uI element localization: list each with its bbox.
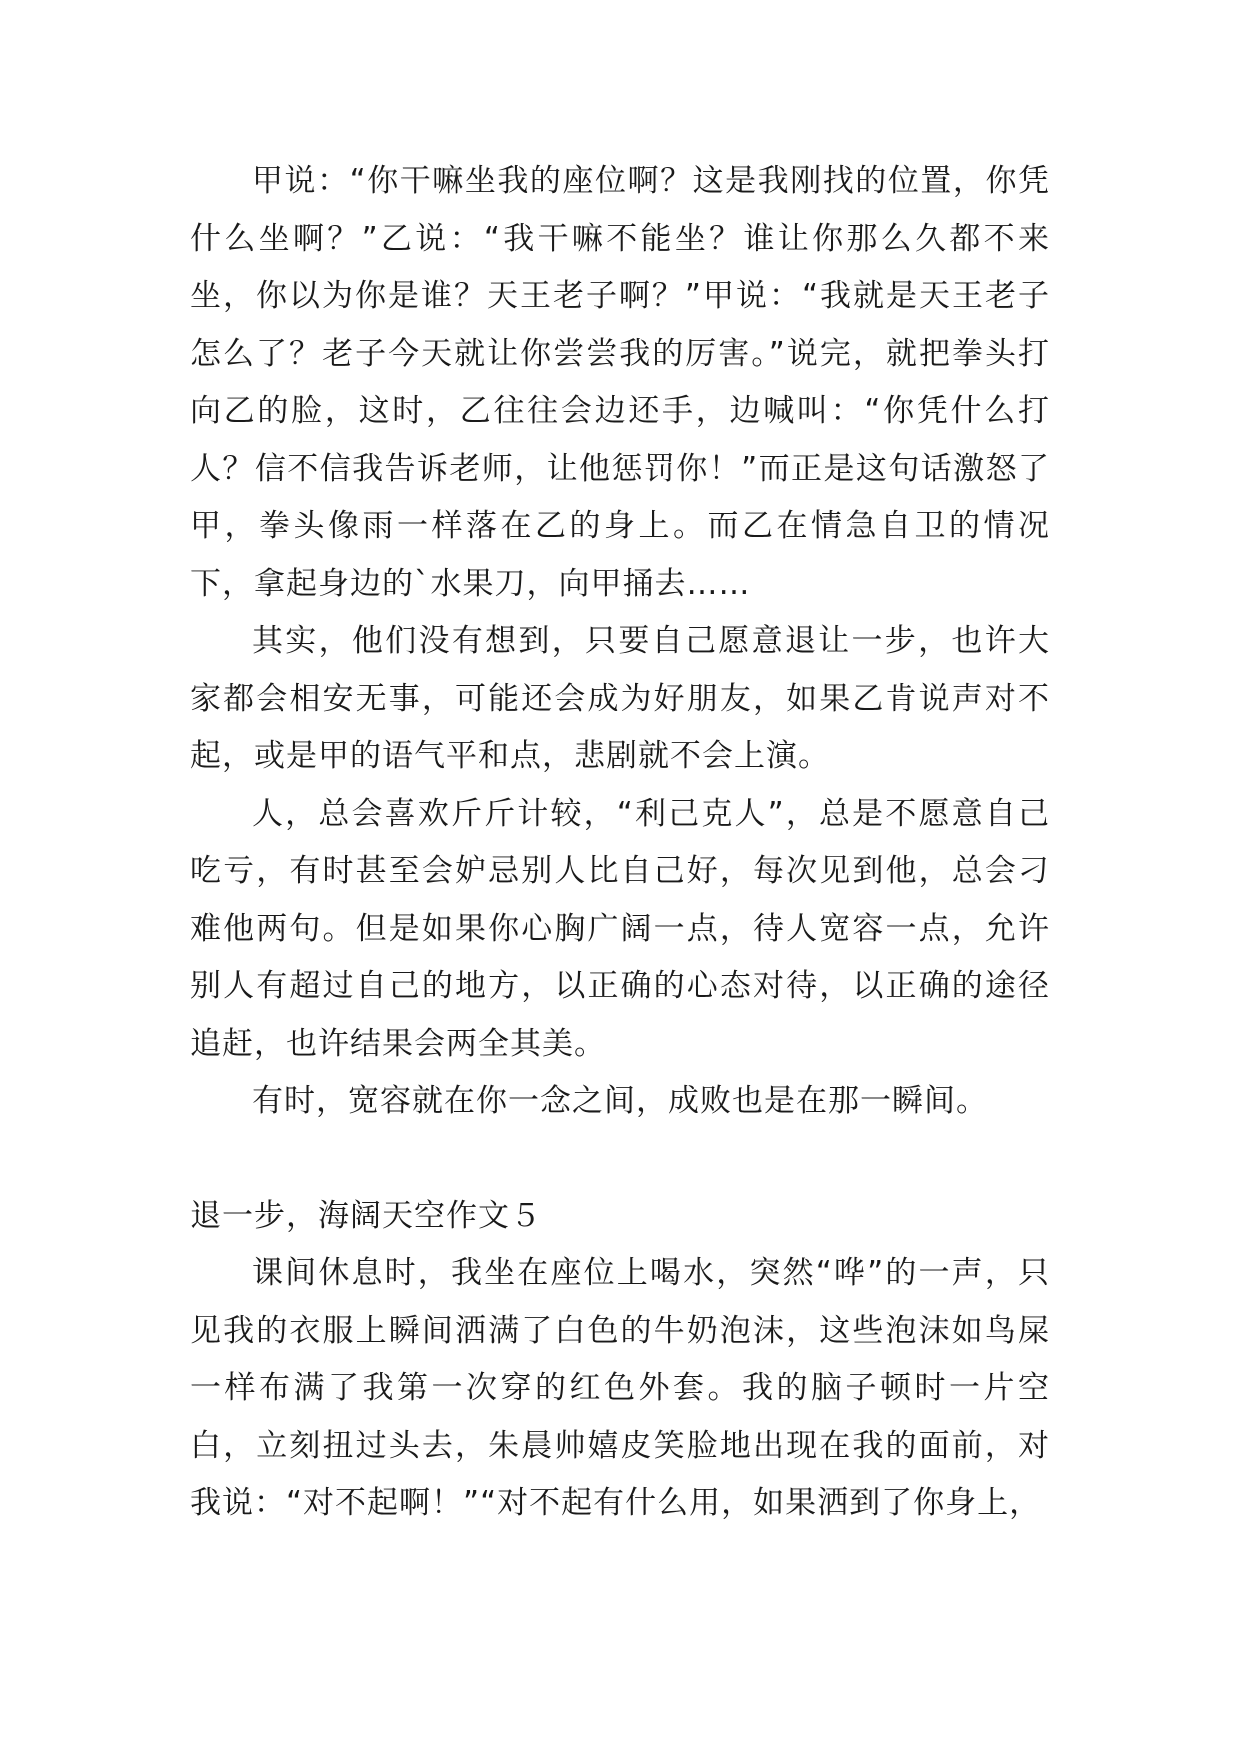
section-title: 退一步，海阔天空作文５: [190, 1197, 542, 1234]
section-paragraph-1: 课间休息时，我坐在座位上喝水，突然“哗”的一声，只见我的衣服上瞬间洒满了白色的牛奶泡沫，这些泡沫如鸟屎一样布满了我第一次穿的红色外套。我的脑子顿时一片空白，立刻扭过头去，朱晨帅嬉皮笑脸地出现在我的面前，对我说：“对不起啊！”“对不起有什么用，如果洒到了你身上，: [190, 1255, 1050, 1521]
document-body: [190, 153, 1050, 1533]
paragraph-3: 人，总会喜欢斤斤计较，“利己克人”，总是不愿意自己吃亏，有时甚至会妒忌别人比自己好，每次见到他，总会刁难他两句。但是如果你心胸广阔一点，待人宽容一点，允许别人有超过自己的地方，以正确的心态对待，以正确的途径追赶，也许结果会两全其美。: [190, 795, 1050, 1062]
paragraph-1: 甲说：“你干嘛坐我的座位啊？这是我刚找的位置，你凭什么坐啊？”乙说：“我干嘛不能坐？谁让你那么久都不来坐，你以为你是谁？天王老子啊？”甲说：“我就是天王老子怎么了？老子今天就让你尝尝我的厉害。”说完，就把拳头打向乙的脸，这时，乙往往会边还手，边喊叫：“你凭什么打人？信不信我告诉老师，让他惩罚你！”而正是这句话激怒了甲，拳头像雨一样落在乙的身上。而乙在情急自卫的情况下，拿起身边的`水果刀，向甲捅去……: [190, 163, 1050, 602]
paragraph-2: 其实，他们没有想到，只要自己愿意退让一步，也许大家都会相安无事，可能还会成为好朋友，如果乙肯说声对不起，或是甲的语气平和点，悲剧就不会上演。: [190, 623, 1050, 774]
paragraph-4: 有时，宽容就在你一念之间，成败也是在那一瞬间。: [252, 1083, 988, 1119]
